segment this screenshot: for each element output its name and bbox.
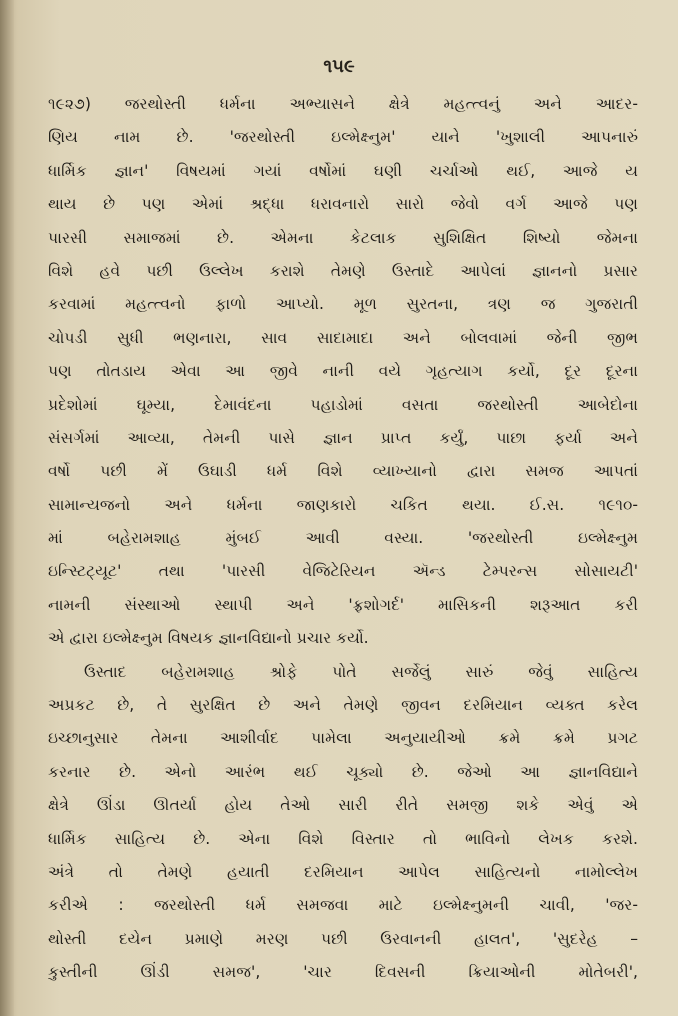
text-line: કુસ્તીની ઊંડી સમજ', 'ચાર દિવસની ક્રિયાઓની મોતેબરી', — [48, 963, 638, 982]
text-line: પણ તોતડાય એવા આ જીવે નાની વયે ગૃહત્યાગ કર્યો, દૂર દૂરના — [48, 362, 638, 381]
text-line: નામની સંસ્થાઓ સ્થાપી અને 'ફ્રશોગર્દ' માસિકની શરૂઆત કરી — [48, 595, 638, 614]
text-line: વર્ષો પછી મેં ઉઘાડી ધર્મ વિશે વ્યાખ્યાનો દ્વારા સમજ આપતાં — [48, 462, 638, 481]
text-line: પારસી સમાજમાં છે. એમના કેટલાક સુશિક્ષિત શિષ્યો જેમના — [48, 228, 638, 247]
page-number: ૧૫૯ — [323, 56, 355, 77]
text-line: ઇચ્છાનુસાર તેમના આશીર્વાદ પામેલા અનુયાયીઓ ક્રમે ક્રમે પ્રગટ — [48, 729, 638, 748]
text-line: સામાન્યજનો અને ધર્મના જાણકારો ચકિત થયા. ઈ.સ. ૧૯૧૦- — [48, 495, 638, 514]
text-line: કરીએ : જરથોસ્તી ધર્મ સમજવા માટે ઇલ્મેક્ષ્નુમની ચાવી, 'જર- — [48, 896, 638, 915]
text-line: ધાર્મિક સાહિત્ય છે. એના વિશે વિસ્તાર તો ભાવિનો લેખક કરશે. — [48, 829, 638, 848]
book-spine-shadow — [0, 0, 14, 1016]
paragraph-2 — [48, 656, 638, 990]
paragraph-1 — [48, 88, 638, 656]
text-line: અંત્રે તો તેમણે હયાતી દરમિયાન આપેલ સાહિત્યનો નામોલ્લેખ — [48, 862, 638, 881]
text-line: એ દ્વારા ઇલ્મેક્ષ્નુમ વિષયક જ્ઞાનવિદ્યાનો પ્રચાર કર્યો. — [48, 629, 369, 648]
body-text — [48, 88, 638, 990]
text-line: કરનાર છે. એનો આરંભ થઈ ચૂક્યો છે. જેઓ આ જ્ઞાનવિદ્યાને — [48, 762, 638, 781]
text-line: થાય છે પણ એમાં શ્રદ્ધા ધરાવનારો સારો જેવો વર્ગ આજે પણ — [48, 195, 638, 214]
text-line: ક્ષેત્રે ઊંડા ઊતર્યા હોય તેઓ સારી રીતે સમજી શકે એવું એ — [48, 796, 638, 815]
text-line: ઉસ્તાદ બહેરામશાહ શ્રોફે પોતે સર્જેલું સારું જેવું સાહિત્ય — [84, 662, 638, 681]
text-line: ઇન્સ્ટિટ્યૂટ' તથા 'પારસી વેજિટેરિયન ઍન્ડ ટેમ્પરન્સ સોસાયટી' — [48, 562, 638, 581]
text-line: વિશે હવે પછી ઉલ્લેખ કરાશે તેમણે ઉસ્તાદે આપેલાં જ્ઞાનનો પ્રસાર — [48, 261, 638, 280]
text-line: કરવામાં મહત્ત્વનો ફાળો આપ્યો. મૂળ સુરતના, ત્રણ જ ગુજરાતી — [48, 295, 638, 314]
text-line: ૧૯૨૭) જરથોસ્તી ધર્મના અભ્યાસને ક્ષેત્રે મહત્ત્વનું અને આદર- — [48, 95, 638, 113]
text-line: ણિય નામ છે. 'જરથોસ્તી ઇલ્મેક્ષ્નુમ' યાને 'ખુશાલી આપનારું — [48, 128, 638, 147]
text-line: પ્રદેશોમાં ઘૂમ્યા, દેમાવંદના પહાડોમાં વસતા જરથોસ્તી આબેદોના — [48, 395, 638, 414]
text-line: માં બહેરામશાહ મુંબઈ આવી વસ્યા. 'જરથોસ્તી ઇલ્મેક્ષ્નુમ — [48, 529, 638, 548]
text-line: ધાર્મિક જ્ઞાન' વિષયમાં ગયાં વર્ષોમાં ઘણી ચર્ચાઓ થઈ, આજે ય — [48, 161, 638, 180]
text-line: થોસ્તી દયેન પ્રમાણે મરણ પછી ઉરવાનની હાલત', 'સુદરેહ – — [48, 929, 638, 948]
text-line: ચોપડી સુધી ભણનારા, સાવ સાદામાદા અને બોલવામાં જેની જીભ — [48, 328, 638, 347]
text-line: અપ્રકટ છે, તે સુરક્ષિત છે અને તેમણે જીવન દરમિયાન વ્યક્ત કરેલ — [48, 696, 638, 715]
text-line: સંસર્ગમાં આવ્યા, તેમની પાસે જ્ઞાન પ્રાપ્ત કર્યું, પાછા ફર્યા અને — [48, 428, 638, 447]
